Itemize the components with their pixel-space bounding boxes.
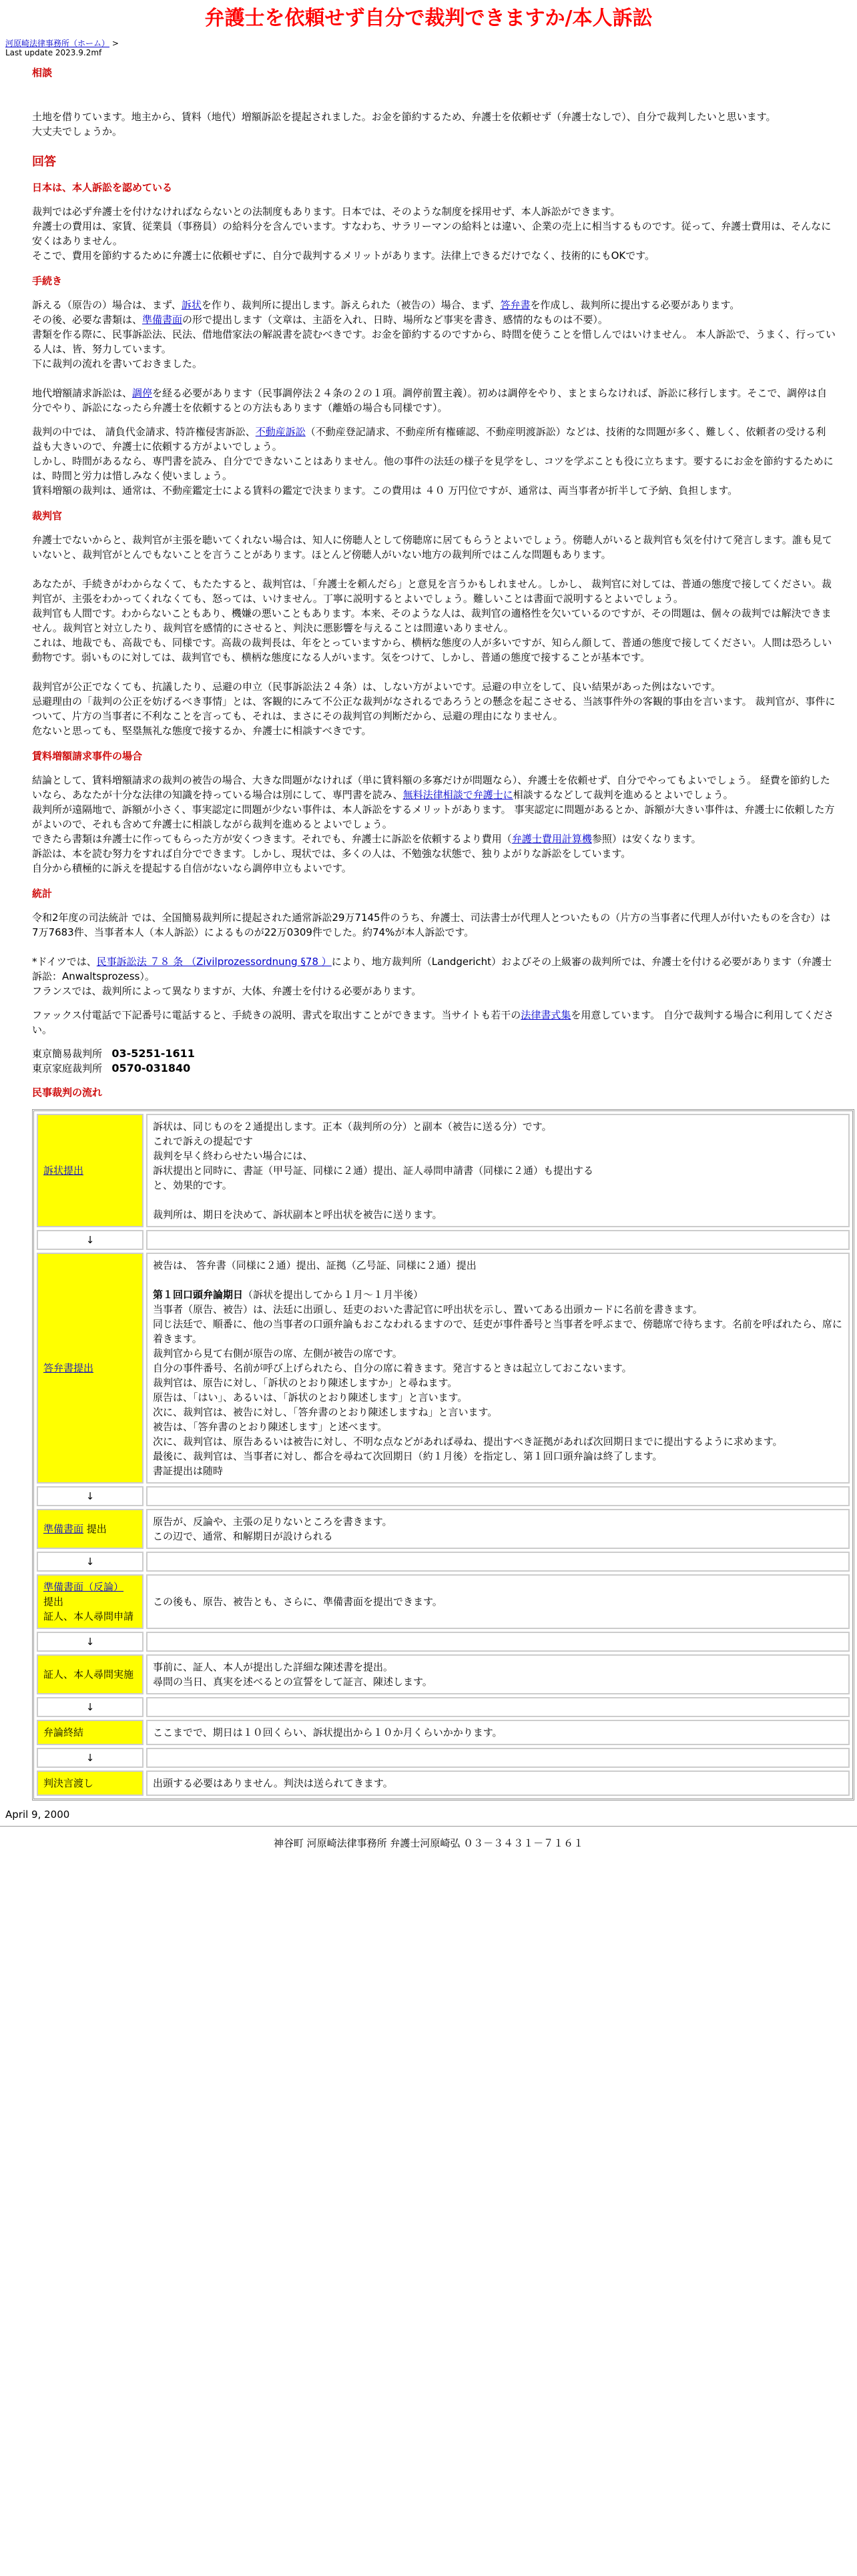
text: （不動産登記請求、不動産所有権確認、不動産明渡訴訟）などは、技術的な問題が多く、難しく、依頼者の受ける利益も大きいので、弁護士に依頼する方がよいでしょう。 [32, 426, 826, 452]
text-line: 裁判官も人間です。わからないこともあり、機嫌の悪いこともあります。本来、そのような人は、裁判官の適格性を欠いているのですが、その問題は、個々の裁判では解決できません。裁判官と対立したり、裁判官を感情的にさせると、判決に悪影響を与えることは間違いありません。 [32, 607, 832, 634]
text: 結論として、賃料増額請求の裁判の被告の場合、大きな問題がなければ（単に賃料額の多寡だけが問題なら）、弁護士を依頼せず、自分でやってもよいでしょう。 経費を節約したいなら、あなたが十分な法律の知識を持っている場合は別にして、専門書を読み、 [32, 774, 830, 801]
text-line: ここまでで、期日は１０回くらい、訴状提出から１０か月くらいかかります。 [153, 1726, 503, 1738]
text: を経る必要があります（民事調停法２４条の２の１項。調停前置主義）。初めは調停をやり、まとまらなければ、訴訟に移行します。そこで、調停は自分でやり、訴訟になったら弁護士を依頼するとの方法もあります（離婚の場合も同様です）。 [32, 387, 828, 414]
consult-line: 大丈夫でしょうか。 [32, 125, 123, 137]
flow-stage: 証人、本人尋問実施 [37, 1654, 144, 1694]
footer: 神谷町 河原崎法律事務所 弁護士河原崎弘 ０３－３４３１－７１６１ [0, 1826, 857, 1860]
down-arrow-icon: ↓ [37, 1697, 144, 1717]
text-line [32, 832, 836, 846]
tobensho-link[interactable]: 答弁書 [500, 299, 531, 311]
text-line [153, 1273, 843, 1287]
fee-calculator-link[interactable]: 弁護士費用計算機 [511, 833, 592, 845]
flow-arrow-row [37, 1632, 850, 1652]
stage-link[interactable]: 訴状提出 [43, 1165, 84, 1177]
flow-arrow-row [37, 1697, 850, 1717]
flow-stage [37, 1114, 144, 1227]
text: 相談するなどして裁判を進めるとよいでしょう。 [513, 789, 734, 801]
free-consult-link[interactable]: 無料法律相談で弁護士に [402, 789, 513, 801]
paragraph [32, 679, 836, 738]
text: 地代増額請求訴訟は、 [32, 387, 133, 399]
text: により、地方裁判所（Landgericht）およびその上級審の裁判所では、弁護士を付ける必要があります（弁護士訴訟：Anwaltsprozess）。 [32, 956, 832, 982]
text-line: 裁判では必ず弁護士を付けなければならないとの法制度もあります。日本では、そのような制度を採用せず、本人訴訟ができます。 [32, 206, 621, 218]
flow-desc [146, 1509, 850, 1549]
text-line: と、効果的です。 [153, 1179, 232, 1191]
stage-link[interactable]: 準備書面 [43, 1523, 84, 1535]
text-line: 裁判官が公正でなくても、抗議したり、忌避の申立（民事訴訟法２４条）は、しない方がよいです。忌避の申立をして、良い結果があった例はないです。 [32, 681, 722, 693]
stage-text: 提出 [43, 1596, 64, 1608]
text: 裁判の中では、 請負代金請求、特許権侵害訴訟、 [32, 426, 256, 438]
text-line: この後も、原告、被告とも、さらに、準備書面を提出できます。 [153, 1596, 443, 1608]
text-line: 下に裁判の流れを書いておきました。 [32, 358, 203, 370]
flow-stage [37, 1574, 144, 1629]
text-line: あなたが、手続きがわからなくて、もたたすると、裁判官は、「弁護士を頼んだら」と意見を言うかもしれません。しかし、 裁判官に対しては、普通の態度で接してください。裁判官が、主張をわかってくれなくても、怒っては、いけません。丁寧に説明するとよいでしょう。難しいことは書面で説明するとよいでしょう。 [32, 578, 832, 605]
answer-heading: 回答 [32, 155, 56, 169]
down-arrow-icon: ↓ [37, 1632, 144, 1652]
text-line: 危ないと思っても、堅塁無礼な態度で接するか、弁護士に相談すべきです。 [32, 725, 372, 737]
flow-stage [37, 1253, 144, 1484]
consult-body [32, 109, 836, 139]
home-link[interactable]: 河原崎法律事務所（ホーム） [5, 39, 110, 48]
text-line: 忌避理由の「裁判の公正を妨げるべき事情」とは、客観的にみて不公正な裁判がなされるであろうとの懸念を起こさせる、当該事件外の客観的事由を言います。 裁判官が、事件について、片方の当事者に不利なことを言っても、それは、まさにその裁判官の判断だから、忌避の理由になりません。 [32, 695, 836, 722]
paragraph [32, 298, 836, 371]
flow-row [37, 1509, 850, 1549]
fudosan-link[interactable]: 不動産訴訟 [255, 426, 306, 438]
text-line [153, 1193, 843, 1207]
flow-arrow-row [37, 1230, 850, 1250]
down-arrow-icon: ↓ [37, 1230, 144, 1250]
trial-flow-table [32, 1109, 854, 1801]
flow-desc [146, 1253, 850, 1484]
junbi-shomen-link[interactable]: 準備書面 [142, 314, 183, 326]
flow-row [37, 1720, 850, 1745]
paragraph [32, 910, 836, 940]
page-date: April 9, 2000 [5, 1809, 70, 1821]
text-line: 弁護士でないからと、裁判官が主張を聴いてくれない場合は、知人に傍聴人として傍聴席に居てもらうとよいでしょう。傍聴人がいると裁判官も気を付けて発言します。誰も見ていないと、裁判官がとんでもないことを言うことがあります。ほとんど傍聴人がいない地方の裁判所ではこんな問題もあります。 [32, 534, 832, 561]
text-line: 次に、裁判官は、原告あるいは被告に対し、不明な点などがあれば尋ね、提出すべき証拠があれば次回期日までに提出するように求めます。 [153, 1435, 783, 1447]
section-heading: 賃料増額請求事件の場合 [32, 750, 143, 762]
flow-desc [146, 1654, 850, 1694]
phone-label: 東京簡易裁判所 [32, 1048, 103, 1060]
hearing-title: 第１回口頭弁論期日 [153, 1289, 244, 1301]
flow-stage [37, 1509, 144, 1549]
down-arrow-icon: ↓ [37, 1748, 144, 1768]
flow-row [37, 1770, 850, 1796]
paragraph [32, 386, 836, 415]
section-heading: 手続き [32, 275, 63, 287]
text: その後、必要な書類は、 [32, 314, 143, 326]
flow-desc [146, 1574, 850, 1629]
section-heading: 日本は、本人訴訟を認めている [32, 182, 173, 194]
text-line: しかし、時間があるなら、専門書を読み、自分でできないことはありません。他の事件の法廷の様子を見学をし、コツを学ぶことも役に立ちます。要するにお金を節約するためには、時間と労力は惜しみなく使いましょう。 [32, 455, 834, 482]
blank-cell [146, 1632, 850, 1652]
phone-row [32, 1061, 836, 1076]
text-line: 令和2年度の司法統計 では、全国簡易裁判所に提起された通常訴訟29万7145件のうち、弁護士、司法書士が代理人とついたもの（片方の当事者に代理人が付いたものを含む）は7万7683件、当事者本人（本人訴訟）によるものが22万0309件でした。約74%が本人訴訟です。 [32, 912, 831, 938]
paragraph [32, 424, 836, 498]
text: *ドイツでは、 [32, 956, 97, 968]
text-line: 裁判を早く終わらせたい場合には、 [153, 1150, 313, 1162]
flow-desc [146, 1770, 850, 1796]
text-line [32, 424, 836, 454]
consult-line: 土地を借りています。地主から、賃料（地代）増額訴訟を提起されました。お金を節約するため、弁護士を依頼せず（弁護士なしで）、自分で裁判したいと思います。 [32, 111, 776, 123]
text-line: 出頭する必要はありません。判決は送られてきます。 [153, 1777, 393, 1789]
text-line: これで訴えの提起です [153, 1135, 254, 1147]
text-line: 被告は、 答弁書（同様に２通）提出、証拠（乙号証、同様に２通）提出 [153, 1259, 477, 1271]
text-line: 書類を作る際に、民事訴訟法、民法、借地借家法の解説書を読むべきです。お金を節約するのですから、時間を使うことを惜しんではいけません。 本人訴訟で、うまく、行っている人は、皆、努力しています。 [32, 328, 836, 355]
phone-number: 03-5251-1611 [111, 1047, 195, 1060]
flow-arrow-row [37, 1748, 850, 1768]
text: を作成し、裁判所に提出する必要があります。 [530, 299, 740, 311]
flow-arrow-row [37, 1552, 850, 1572]
flow-arrow-row [37, 1486, 850, 1506]
text-line: 訴状は、同じものを２通提出します。正本（裁判所の分）と副本（被告に送る分）です。 [153, 1120, 552, 1133]
text-line: 訴状提出と同時に、書証（甲号証、同様に２通）提出、証人尋問申請書（同様に２通）も提出する [153, 1165, 594, 1177]
paragraph [32, 1008, 836, 1037]
breadcrumb [0, 39, 857, 57]
blank-cell [146, 1697, 850, 1717]
text-line: フランスでは、裁判所によって異なりますが、大体、弁護士を付ける必要があります。 [32, 985, 422, 997]
flow-row [37, 1654, 850, 1694]
consult-heading: 相談 [32, 67, 53, 79]
text-line: 同じ法廷で、順番に、他の当事者の口頭弁論もおこなわれるますので、廷吏が事件番号と当事者を呼ぶまで、傍聴席で待ちます。名前を呼ばれたら、席に着きます。 [153, 1318, 842, 1345]
sojo-link[interactable]: 訴状 [181, 299, 202, 311]
text-line: これは、地裁でも、高裁でも、同様です。高裁の裁判長は、年をとっていますから、横柄な態度の人が多いですが、知らん顔して、普通の態度で接してください。人間は恐ろしい動物です。弱いものに対しては、裁判官でも、横柄な態度になる人がいます。気をつけて、しかし、普通の態度で接することが基本です。 [32, 637, 832, 663]
text-line: 弁護士の費用は、家賃、従業員（事務員）の給料分を含んでいます。すなわち、サラリーマンの給料とは違い、企業の売上に相当するものです。従って、弁護士費用は、そんなに安くはありません。 [32, 220, 832, 247]
text-line: 被告は、「答弁書のとおり陳述します」と述べます。 [153, 1421, 388, 1433]
text: の形で提出します（文章は、主語を入れ、日時、場所など事実を書き、感情的なものは不要）。 [182, 314, 608, 326]
blank-cell [146, 1552, 850, 1572]
paragraph [32, 577, 836, 665]
hearing-note: （訴状を提出してから１月～１月半後） [243, 1289, 424, 1301]
stage-text: 提出 [83, 1523, 107, 1535]
phone-row [32, 1046, 836, 1061]
text-line: 原告は、「はい」、あるいは、「訴状のとおり陳述します」と言います。 [153, 1391, 468, 1403]
text-line: 原告が、反論や、主張の足りないところを書きます。 [153, 1516, 392, 1528]
chotei-link[interactable]: 調停 [132, 387, 153, 399]
down-arrow-icon: ↓ [37, 1552, 144, 1572]
paragraph [32, 204, 836, 263]
text-line: 自分から積極的に訴えを提起する自信がないなら調停申立もよいです。 [32, 862, 352, 874]
flow-stage: 弁論終結 [37, 1720, 144, 1745]
text-line: この辺で、通常、和解期日が設けられる [153, 1530, 333, 1542]
blank-cell [146, 1748, 850, 1768]
blank-cell [146, 1230, 850, 1250]
phone-label: 東京家庭裁判所 [32, 1062, 103, 1074]
text-line: 裁判官は、原告に対し、「訴状のとおり陳述しますか」と尋ねます。 [153, 1377, 458, 1389]
text-line: 次に、裁判官は、被告に対し、「答弁書のとおり陳述しますね」と言います。 [153, 1406, 498, 1418]
stage-text: 証人、本人尋問申請 [43, 1610, 134, 1622]
text-line: 尋問の当日、真実を述べるとの宣誓をして証言、陳述します。 [153, 1676, 433, 1688]
text-line: 事前に、証人、本人が提出した詳細な陳述書を提出。 [153, 1661, 394, 1673]
text: を用意しています。 自分で裁判する場合に利用してください。 [32, 1009, 834, 1036]
phone-list [32, 1046, 836, 1076]
text-line: 自分の事件番号、名前が呼び上げられたら、自分の席に着きます。発言するときは起立しておこないます。 [153, 1362, 632, 1374]
text-line [32, 773, 836, 802]
text-line: 書証提出は随時 [153, 1465, 224, 1477]
zpo-link[interactable]: 民事訴訟法 ７８ 条 （Zivilprozessordnung §78 ） [96, 956, 332, 968]
flow-stage: 判決言渡し [37, 1770, 144, 1796]
text: 参照）は安くなります。 [591, 833, 701, 845]
section-heading: 民事裁判の流れ [32, 1086, 103, 1098]
text-line [32, 298, 836, 312]
breadcrumb-arrow: > [111, 39, 119, 48]
phone-number: 0570-031840 [111, 1062, 191, 1074]
paragraph [32, 533, 836, 562]
text-line: そこで、費用を節約するために弁護士に依頼せずに、自分で裁判するメリットがあります。法律上できるだけでなく、技術的にもOKです。 [32, 250, 655, 262]
forms-link[interactable]: 法律書式集 [521, 1009, 571, 1021]
flow-row [37, 1114, 850, 1227]
stage-link[interactable]: 答弁書提出 [43, 1362, 94, 1374]
section-heading: 統計 [32, 888, 53, 900]
text-line [32, 312, 836, 327]
blank-cell [146, 1486, 850, 1506]
text: ファックス付電話で下記番号に電話すると、手続きの説明、書式を取出すことができます。当サイトも若干の [32, 1009, 521, 1021]
page-title: 弁護士を依頼せず自分で裁判できますか/本人訴訟 [204, 7, 653, 30]
flow-row [37, 1253, 850, 1484]
text: を作り、裁判所に提出します。訴えられた（被告の）場合、まず、 [201, 299, 501, 311]
text-line [153, 1287, 843, 1302]
text-line: 裁判所が遠隔地で、訴額が小さく、事実認定に問題が少ない事件は、本人訴訟をするメリットがあります。 事実認定に問題があるとか、訴額が大きい事件は、弁護士に依頼した方がよいので、それも含めて弁護士に相談しながら裁判を進めるとよいでしょう。 [32, 803, 835, 830]
stage-link[interactable]: 準備書面（反論） [43, 1581, 124, 1593]
text-line: 裁判官から見て右側が原告の席、左側が被告の席です。 [153, 1347, 402, 1359]
flow-desc [146, 1114, 850, 1227]
last-update: Last update 2023.9.2mf [5, 48, 102, 57]
flow-row [37, 1574, 850, 1629]
flow-desc [146, 1720, 850, 1745]
text-line [32, 954, 836, 984]
text-line: 訴訟は、本を読む努力をすれば自分でできます。しかし、現状では、多くの人は、不勉強な状態で、独りよがりな訴訟をしています。 [32, 848, 631, 860]
text-line: 最後に、裁判官は、当事者に対し、都合を尋ねて次回期日（約１月後）を指定し、第１回口頭弁論は終了します。 [153, 1450, 663, 1462]
text: 訴える（原告の）場合は、まず、 [32, 299, 182, 311]
section-heading: 裁判官 [32, 510, 63, 522]
text-line: 裁判所は、期日を決めて、訴状副本と呼出状を被告に送ります。 [153, 1209, 443, 1221]
paragraph [32, 954, 836, 998]
text-line: 賃料増額の裁判は、通常は、不動産鑑定士による賃料の鑑定で決まります。この費用は ４０ 万円位ですが、通常は、両当事者が折半して予納、負担します。 [32, 485, 738, 497]
text: できたら書類は弁護士に作ってもらった方が安くつきます。それでも、弁護士に訴訟を依頼するより費用（ [32, 833, 512, 845]
down-arrow-icon: ↓ [37, 1486, 144, 1506]
text-line: 当事者（原告、被告）は、法廷に出頭し、廷吏のおいた書記官に呼出状を示し、置いてある出頭カードに名前を書きます。 [153, 1303, 703, 1315]
paragraph [32, 773, 836, 876]
